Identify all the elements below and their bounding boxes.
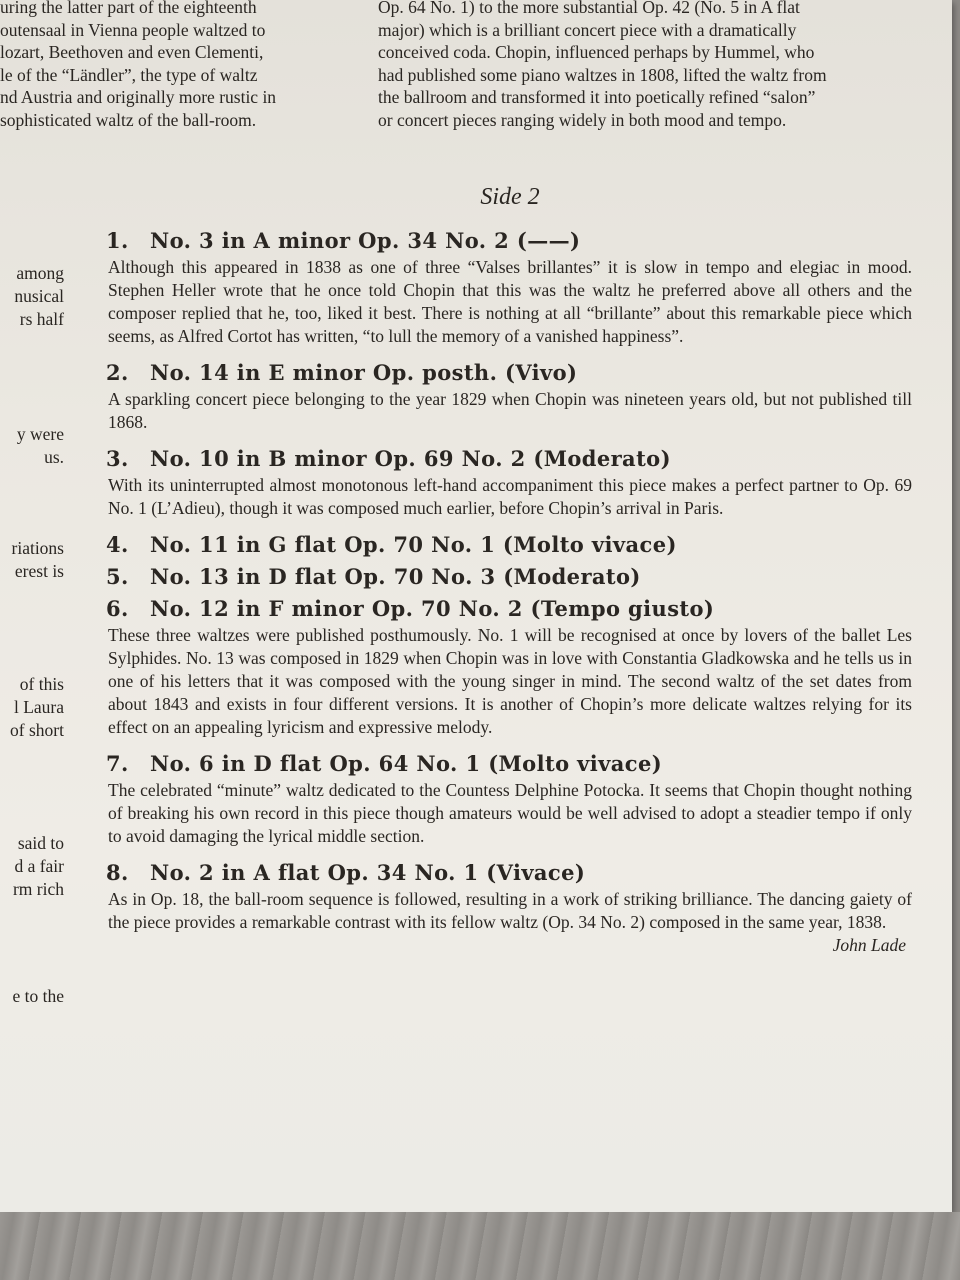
track-description <box>106 888 912 955</box>
top-left-line: lozart, Beethoven and even Clementi, <box>0 42 264 62</box>
track-title-text: No. 10 in B minor Op. 69 No. 2 (Moderato) <box>150 446 671 471</box>
margin-fragment: of this <box>19 674 64 694</box>
track-description: A sparkling concert piece belonging to the year 1829 when Chopin was nineteen years old, but not published till 1868. <box>108 389 912 432</box>
track-description: These three waltzes were published posthumously. No. 1 will be recognised at once by lovers of the ballet Les Sylphides. No. 13 was composed in 1829 when Chopin was in love with Constantia Gladkowska and he tells us in one of his letters that it was composed with the young singer in mind. The second waltz of the set dates from about 1843 and exists in four different versions. It is another of Chopin’s more delicate waltzes relying for its effect on an appealing lyricism and expressive melody. <box>108 625 912 737</box>
top-right-line: had published some piano waltzes in 1808, lifted the waltz from <box>378 64 827 85</box>
track-title <box>106 226 912 256</box>
top-left-line: outensaal in Vienna people waltzed to <box>0 19 266 40</box>
track-title <box>106 562 912 592</box>
top-right-column <box>378 0 918 131</box>
top-left-line: nd Austria and originally more rustic in <box>0 87 277 107</box>
track-number: 8. <box>106 860 129 885</box>
track-title <box>106 594 912 624</box>
track-number: 6. <box>106 596 129 621</box>
track-entry <box>106 562 912 592</box>
track-description: Although this appeared in 1838 as one of three “Valses brillantes” it is slow in tempo and elegiac in mood. Stephen Heller wrote that he once told Chopin that this was the waltz he preferred above all others and the composer replied that he, too, liked it best. There is nothing at all “brillante” about this remarkable piece which seems, as Alfred Cortot has written, “to lull the memory of a vanished happiness”. <box>108 257 912 346</box>
track-description: With its uninterrupted almost monotonous left-hand accompaniment this piece makes a perfect partner to Op. 69 No. 1 (L’Adieu), though it was composed much earlier, before Chopin’s arrival in Paris. <box>108 475 912 518</box>
top-left-line: uring the latter part of the eighteenth <box>0 0 257 17</box>
track-title-text: No. 2 in A flat Op. 34 No. 1 (Vivace) <box>150 860 586 885</box>
margin-fragment: rm rich <box>12 879 64 899</box>
track-title-text: No. 13 in D flat Op. 70 No. 3 (Moderato) <box>150 564 641 589</box>
side-heading: Side 2 <box>480 184 540 210</box>
top-left-column <box>0 0 340 131</box>
margin-fragment: of short <box>10 720 64 740</box>
top-right-line: major) which is a brilliant concert piece with a dramatically <box>378 19 797 40</box>
track-number: 5. <box>106 564 129 589</box>
track-title <box>106 358 912 388</box>
wood-floor-background <box>0 1212 960 1280</box>
margin-fragment: nusical <box>14 286 64 306</box>
margin-fragment: rs half <box>19 309 64 329</box>
track-title-text: No. 3 in A minor Op. 34 No. 2 (——) <box>150 228 581 253</box>
track-number: 7. <box>106 751 129 776</box>
margin-fragment: said to <box>17 833 64 853</box>
track-entry <box>106 226 912 348</box>
track-entry <box>106 749 912 848</box>
track-title <box>106 530 912 560</box>
margin-fragment: us. <box>44 447 64 467</box>
track-number: 3. <box>106 446 129 471</box>
margin-fragment: riations <box>11 538 64 558</box>
track-title <box>106 749 912 779</box>
author-signature: John Lade <box>832 935 906 955</box>
top-left-line: sophisticated waltz of the ball-room. <box>0 109 257 130</box>
track-entry <box>106 530 912 560</box>
track-number: 4. <box>106 532 129 557</box>
top-right-line: or concert pieces ranging widely in both mood and tempo. <box>378 109 787 130</box>
track-title <box>106 444 912 474</box>
top-right-line: conceived coda. Chopin, influenced perhaps by Hummel, who <box>378 42 815 62</box>
track-entry <box>106 358 912 434</box>
margin-fragment: erest is <box>14 561 64 581</box>
top-right-line: Op. 64 No. 1) to the more substantial Op. 42 (No. 5 in A flat <box>378 0 800 17</box>
track-list <box>106 226 912 957</box>
margin-fragment: e to the <box>12 986 64 1006</box>
track-description-text: As in Op. 18, the ball-room sequence is followed, resulting in a work of striking brilliance. The dancing gaiety of the piece provides a remarkable contrast with its fellow waltz (Op. 34 No. 2) composed in the same year, 1838. <box>108 889 912 932</box>
margin-fragment: among <box>16 263 64 283</box>
track-description: The celebrated “minute” waltz dedicated to the Countess Delphine Potocka. It seems that Chopin thought nothing of breaking his own record in this piece though amateurs would be well advised to adopt a steadier tempo if only to avoid damaging the lyrical middle section. <box>108 780 912 846</box>
track-number: 1. <box>106 228 129 253</box>
track-entry <box>106 444 912 520</box>
top-right-line: the ballroom and transformed it into poetically refined “salon” <box>378 87 816 107</box>
margin-fragment: y were <box>16 424 64 444</box>
track-title <box>106 858 912 888</box>
track-title-text: No. 11 in G flat Op. 70 No. 1 (Molto vivace) <box>150 532 677 557</box>
top-left-line: le of the “Ländler”, the type of waltz <box>0 64 258 85</box>
margin-fragment: d a fair <box>14 856 64 876</box>
track-title-text: No. 14 in E minor Op. posth. (Vivo) <box>150 360 578 385</box>
margin-fragment: l Laura <box>13 697 64 717</box>
track-entry <box>106 594 912 739</box>
track-title-text: No. 12 in F minor Op. 70 No. 2 (Tempo giusto) <box>150 596 715 621</box>
track-title-text: No. 6 in D flat Op. 64 No. 1 (Molto vivace) <box>150 751 663 776</box>
track-number: 2. <box>106 360 129 385</box>
track-entry <box>106 858 912 955</box>
